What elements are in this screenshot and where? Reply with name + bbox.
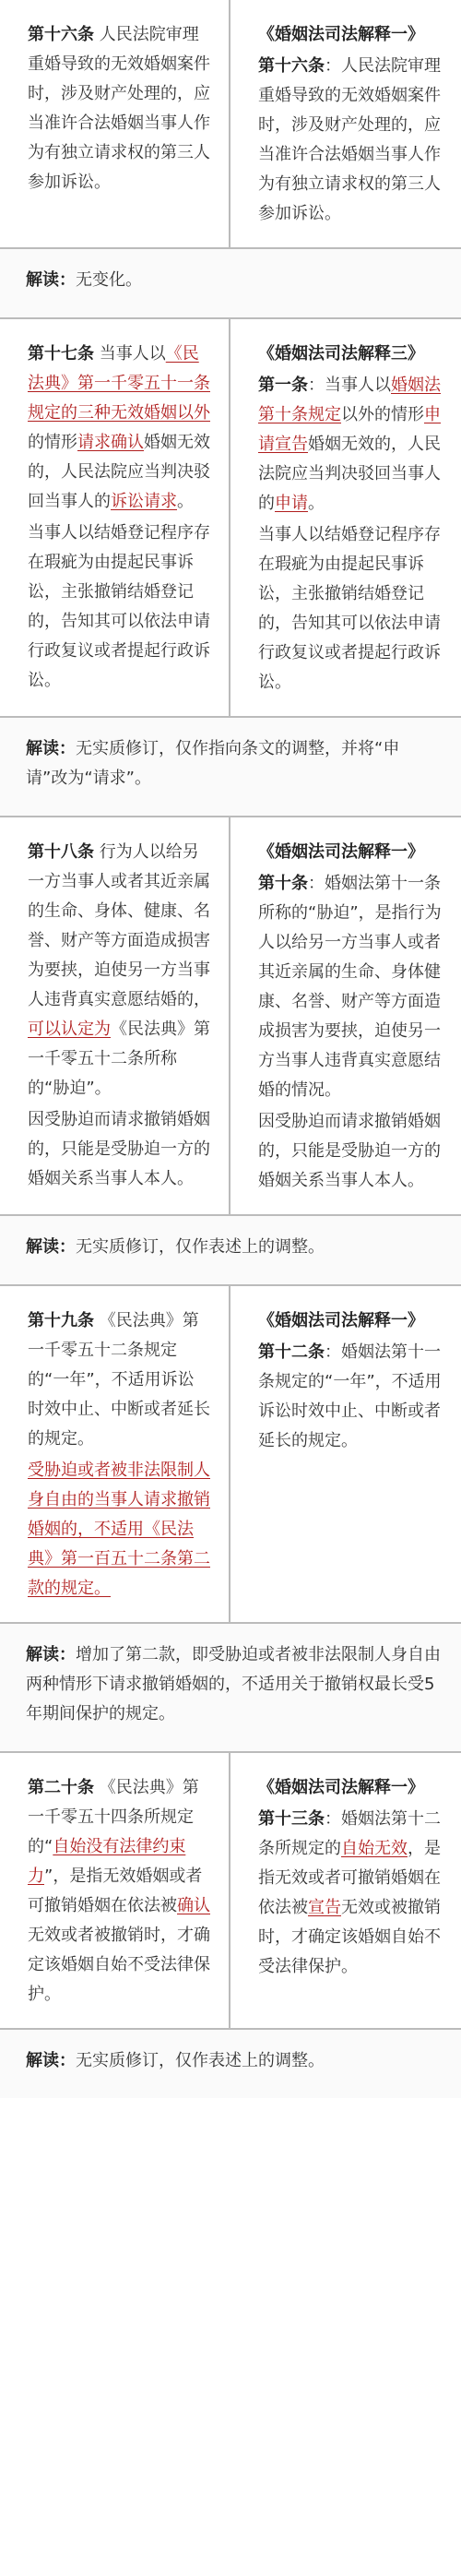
provision-paragraph [28,1105,210,1194]
article-number: 第十八条 [28,842,94,862]
text-run: 当事人以结婚登记程序存在瑕疵为由提起民事诉讼，主张撤销结婚登记的，告知其可以依法申请行政复议或者提起行政诉讼。 [28,523,210,690]
article-number: 第十六条 [28,25,94,44]
article-number: 第十条 [258,874,308,893]
changed-text: 受胁迫或者被非法限制人身自由的当事人请求撤销婚姻的，不适用《民法典》第一百五十二条第二款的规定。 [28,1461,210,1598]
text-run: ：当事人以 [308,376,391,395]
article-number: 第十三条 [258,1809,325,1829]
source-heading: 《婚姻法司法解释三》 [258,344,424,364]
interpretation-text: 无实质修订，仅作指向条文的调整，并将“申请”改为“请求”。 [26,739,400,788]
text-run: 因受胁迫而请求撤销婚姻的，只能是受胁迫一方的婚姻关系当事人本人。 [258,1112,441,1190]
article-number: 第十九条 [28,1311,94,1330]
interpretation-row [0,1214,461,1284]
provision-paragraph [258,1107,443,1196]
interpretation-row [0,247,461,317]
old-provision-column [230,817,461,1214]
text-run: 。 [308,494,325,513]
interpretation-text: 增加了第二款，即受胁迫或者被非法限制人身自由两种情形下请求撤销婚姻的，不适用关于撤销权最长受5年期间保护的规定。 [26,1645,441,1723]
changed-text: 申请宣告 [258,405,441,454]
new-provision-column [0,1286,230,1622]
text-run: 行为人以给另一方当事人或者其近亲属的生命、身体、健康、名誉、财产等方面造成损害为要挟，迫使另一方当事人违背真实意愿结婚的， [28,842,210,1009]
old-provision-column [230,319,461,716]
text-run: 婚姻无效的，人民法院应当判决驳回当事人的 [258,435,441,513]
provision-paragraph [28,838,210,1103]
interpretation-label: 解读： [26,270,76,290]
provision-paragraph [28,20,210,197]
interpretation-label: 解读： [26,1645,76,1664]
changed-text: 《民法典》第一千零五十一条规定的三种无效婚姻以外 [28,344,210,423]
interpretation-text: 无实质修订，仅作表述上的调整。 [76,2051,325,2070]
article-number: 第一条 [258,376,308,395]
interpretation-label: 解读： [26,1237,76,1257]
interpretation-label: 解读： [26,2051,76,2070]
text-run: ：人民法院审理重婚导致的无效婚姻案件时，涉及财产处理的，应当准许合法婚姻当事人作为有独立请求权的第三人参加诉讼。 [258,56,441,223]
changed-text: 诉讼请求 [111,492,177,511]
text-run: ，是指无效或者可撤销婚姻在依法被 [258,1839,441,1917]
changed-text: 自始没有法律约束力 [28,1837,186,1886]
comparison-row [0,1284,461,1622]
provision-paragraph [28,1456,210,1604]
text-run: 无效或被撤销时，才确定该婚姻自始不受法律保护。 [258,1898,441,1976]
changed-text: 可以认定为 [28,1020,111,1039]
comparison-row [0,1751,461,2028]
text-run: 。 [177,492,194,511]
provision-paragraph [28,1306,210,1454]
text-run: 的情形 [28,433,77,452]
provision-paragraph [28,519,210,696]
new-provision-column [0,0,230,247]
article-number: 第十七条 [28,344,94,364]
text-run: 以外的情形 [341,405,424,424]
changed-text: 请求确认 [77,433,144,452]
text-run: 因受胁迫而请求撤销婚姻的，只能是受胁迫一方的婚姻关系当事人本人。 [28,1110,210,1188]
text-run: 无效或者被撤销时，才确定该婚姻自始不受法律保护。 [28,1926,210,2004]
text-run: 当事人以 [94,344,166,364]
old-provision-column [230,0,461,247]
comparison-row [0,816,461,1214]
provision-paragraph [258,869,443,1105]
source-heading: 《婚姻法司法解释一》 [258,1311,424,1330]
provision-paragraph [258,1338,443,1456]
text-run: 人民法院审理重婚导致的无效婚姻案件时，涉及财产处理的，应当准许合法婚姻当事人作为有独立请求权的第三人参加诉讼。 [28,25,210,192]
changed-text: 申请 [275,494,308,513]
source-heading: 《婚姻法司法解释一》 [258,25,424,44]
interpretation-text: 无实质修订，仅作表述上的调整。 [76,1237,325,1257]
provision-paragraph [258,1805,443,1982]
comparison-row [0,0,461,247]
article-number: 第二十条 [28,1778,94,1797]
old-provision-column [230,1753,461,2028]
provision-paragraph [28,340,210,517]
interpretation-row [0,2028,461,2098]
text-run: ：婚姻法第十一条规定的“一年”，不适用诉讼时效中止、中断或者延长的规定。 [258,1342,442,1450]
text-run: 当事人以结婚登记程序存在瑕疵为由提起民事诉讼，主张撤销结婚登记的，告知其可以依法申请行政复议或者提起行政诉讼。 [258,525,441,692]
interpretation-row [0,1622,461,1751]
interpretation-label: 解读： [26,739,76,758]
interpretation-text: 无变化。 [76,270,142,290]
changed-text: 婚姻法第十条规定 [258,376,441,424]
source-heading: 《婚姻法司法解释一》 [258,1778,424,1797]
source-heading: 《婚姻法司法解释一》 [258,842,424,862]
changed-text: 确认 [177,1896,210,1915]
provision-paragraph [258,371,443,519]
text-run: 《民法典》第一千零五十二条所称的“胁迫”。 [28,1020,210,1098]
article-number: 第十二条 [258,1342,325,1362]
provision-paragraph [258,52,443,229]
new-provision-column [0,1753,230,2028]
comparison-row [0,317,461,716]
text-run: ：婚姻法第十一条所称的“胁迫”，是指行为人以给另一方当事人或者其近亲属的生命、身体健康、名誉、财产等方面造成损害为要挟，迫使另一方当事人违背真实意愿结婚的情况。 [258,874,442,1100]
text-run: 《民法典》第一千零五十二条规定的“一年”，不适用诉讼时效中止、中断或者延长的规定。 [28,1311,210,1449]
provision-paragraph [28,1773,210,2010]
changed-text: 自始无效 [341,1839,408,1858]
text-run: ：婚姻法第十二条所规定的 [258,1809,441,1858]
provision-paragraph [258,520,443,698]
old-provision-column [230,1286,461,1622]
text-run: ”，是指无效婚姻或者可撤销婚姻在依法被 [28,1866,203,1915]
article-number: 第十六条 [258,56,325,76]
text-run: 《民法典》第一千零五十四条所规定的“ [28,1778,199,1856]
changed-text: 宣告 [308,1898,341,1917]
new-provision-column [0,817,230,1214]
new-provision-column [0,319,230,716]
text-run: 婚姻无效的，人民法院应当判决驳回当事人的 [28,433,210,511]
interpretation-row [0,716,461,816]
